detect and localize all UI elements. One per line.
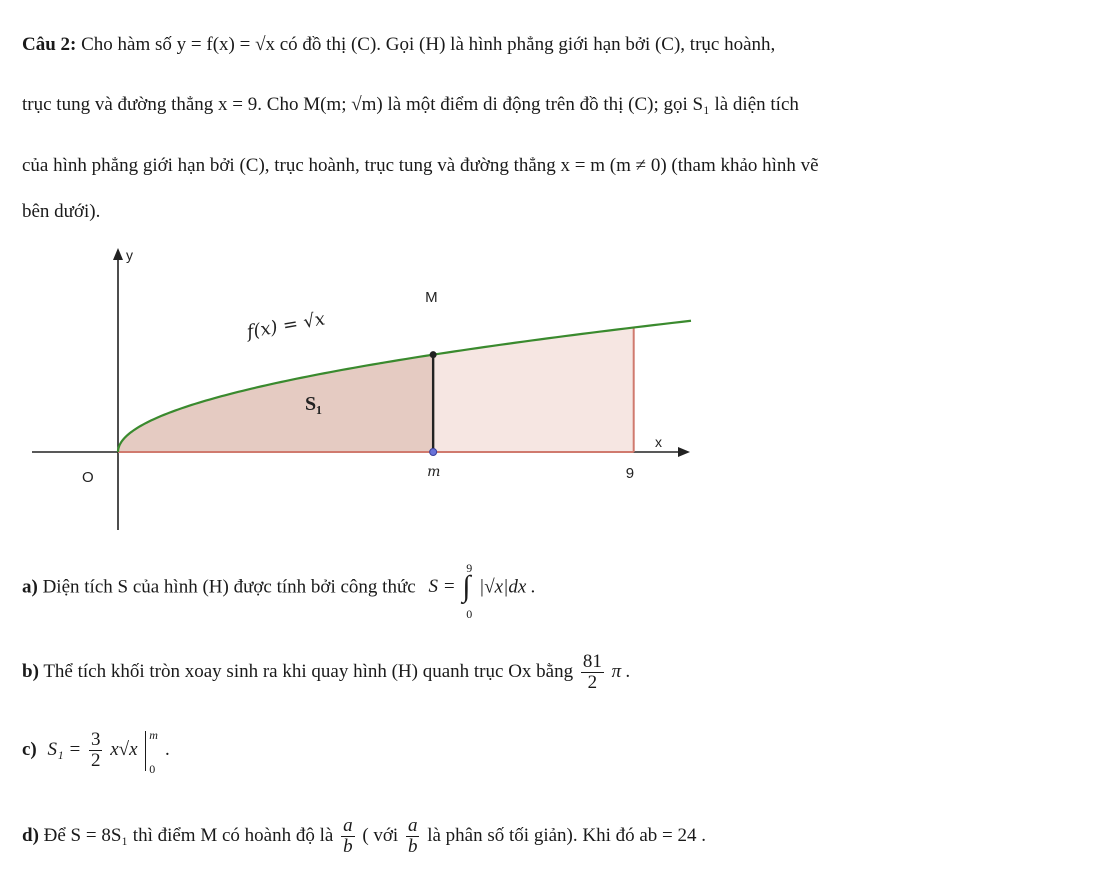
question-text-4: bên dưới). <box>22 201 101 222</box>
item-b-fraction <box>581 652 604 693</box>
question-text-2: trục tung và đường thẳng x = 9. Cho M(m; √m) là một điểm di động trên đồ thị (C); gọi S₁ là diện tích <box>22 94 799 115</box>
m-tick-label: m <box>427 464 441 480</box>
item-c-upper: m <box>149 727 158 742</box>
item-c-eval-bar <box>145 727 160 776</box>
question-line-2 <box>22 94 1078 115</box>
x9-tick-label: 9 <box>625 465 635 482</box>
item-c <box>22 727 1078 776</box>
question-label: Câu 2: <box>22 34 77 55</box>
item-c-lhs: S₁ = <box>47 738 82 760</box>
item-b-label: b) <box>22 660 39 682</box>
item-c-lower: 0 <box>149 761 156 776</box>
point-m-label: M <box>425 289 438 306</box>
question-line-1 <box>22 34 1078 55</box>
integral-upper: 9 <box>466 561 473 575</box>
integral-lower: 0 <box>466 607 473 621</box>
y-axis-label: y <box>126 247 133 263</box>
item-d <box>22 816 1078 857</box>
question-line-4 <box>22 201 1078 222</box>
item-b-text: Thể tích khối tròn xoay sinh ra khi quay hình (H) quanh trục Ox bằng <box>43 660 574 682</box>
question-text-3: của hình phẳng giới hạn bởi (C), trục hoành, trục tung và đường thẳng x = m (m ≠ 0) (tham khảo hình vẽ <box>22 155 819 176</box>
region-remaining-fill <box>433 328 634 453</box>
function-label: f(x) = √x <box>245 308 327 343</box>
question-text-1: Cho hàm số y = f(x) = √x có đồ thị (C). Gọi (H) là hình phẳng giới hạn bởi (C), trục hoành, <box>81 34 776 55</box>
item-a-text: Diện tích S của hình (H) được tính bởi công thức <box>42 576 416 598</box>
item-b-num: 81 <box>582 651 602 672</box>
item-c-label: c) <box>22 738 37 760</box>
item-d-text-1: Để S = 8S₁ thì điểm M có hoành độ là <box>43 824 334 846</box>
y-axis-arrow <box>113 248 123 260</box>
region-s1-label: S₁ <box>305 393 323 415</box>
origin-label: O <box>82 469 94 486</box>
item-b-den: 2 <box>587 672 598 693</box>
item-b-tail: π . <box>611 660 631 682</box>
item-d-den-1: b <box>343 836 353 857</box>
item-c-tail: . <box>165 738 170 760</box>
x-axis-arrow <box>678 447 690 457</box>
item-d-fraction-1 <box>341 816 355 857</box>
integral-sign: 9 ∫ 0 <box>460 566 474 610</box>
region-s1-fill <box>118 355 433 452</box>
item-d-num-2: a <box>407 815 418 836</box>
item-c-fraction <box>89 730 103 771</box>
item-d-text-3: là phân số tối giản). Khi đó ab = 24 . <box>427 824 707 846</box>
item-c-num: 3 <box>90 729 101 750</box>
item-d-num-1: a <box>343 815 353 836</box>
question-line-3 <box>22 155 1078 176</box>
item-d-label: d) <box>22 824 39 846</box>
item-c-expr: x√x <box>110 738 138 760</box>
item-a-lhs: S = <box>428 576 456 598</box>
item-d-text-2: ( với <box>362 824 399 846</box>
item-d-den-2: b <box>407 836 418 857</box>
item-b <box>22 652 1078 693</box>
point-m-foot <box>430 449 437 456</box>
x-axis-label: x <box>655 434 662 450</box>
point-m <box>430 351 437 358</box>
item-d-fraction-2 <box>406 816 420 857</box>
item-a <box>22 561 1078 621</box>
sqrt-graph-figure <box>22 240 702 535</box>
item-c-den: 2 <box>90 750 101 771</box>
item-a-integrand: |√x|dx . <box>479 576 536 598</box>
item-a-label: a) <box>22 576 38 598</box>
